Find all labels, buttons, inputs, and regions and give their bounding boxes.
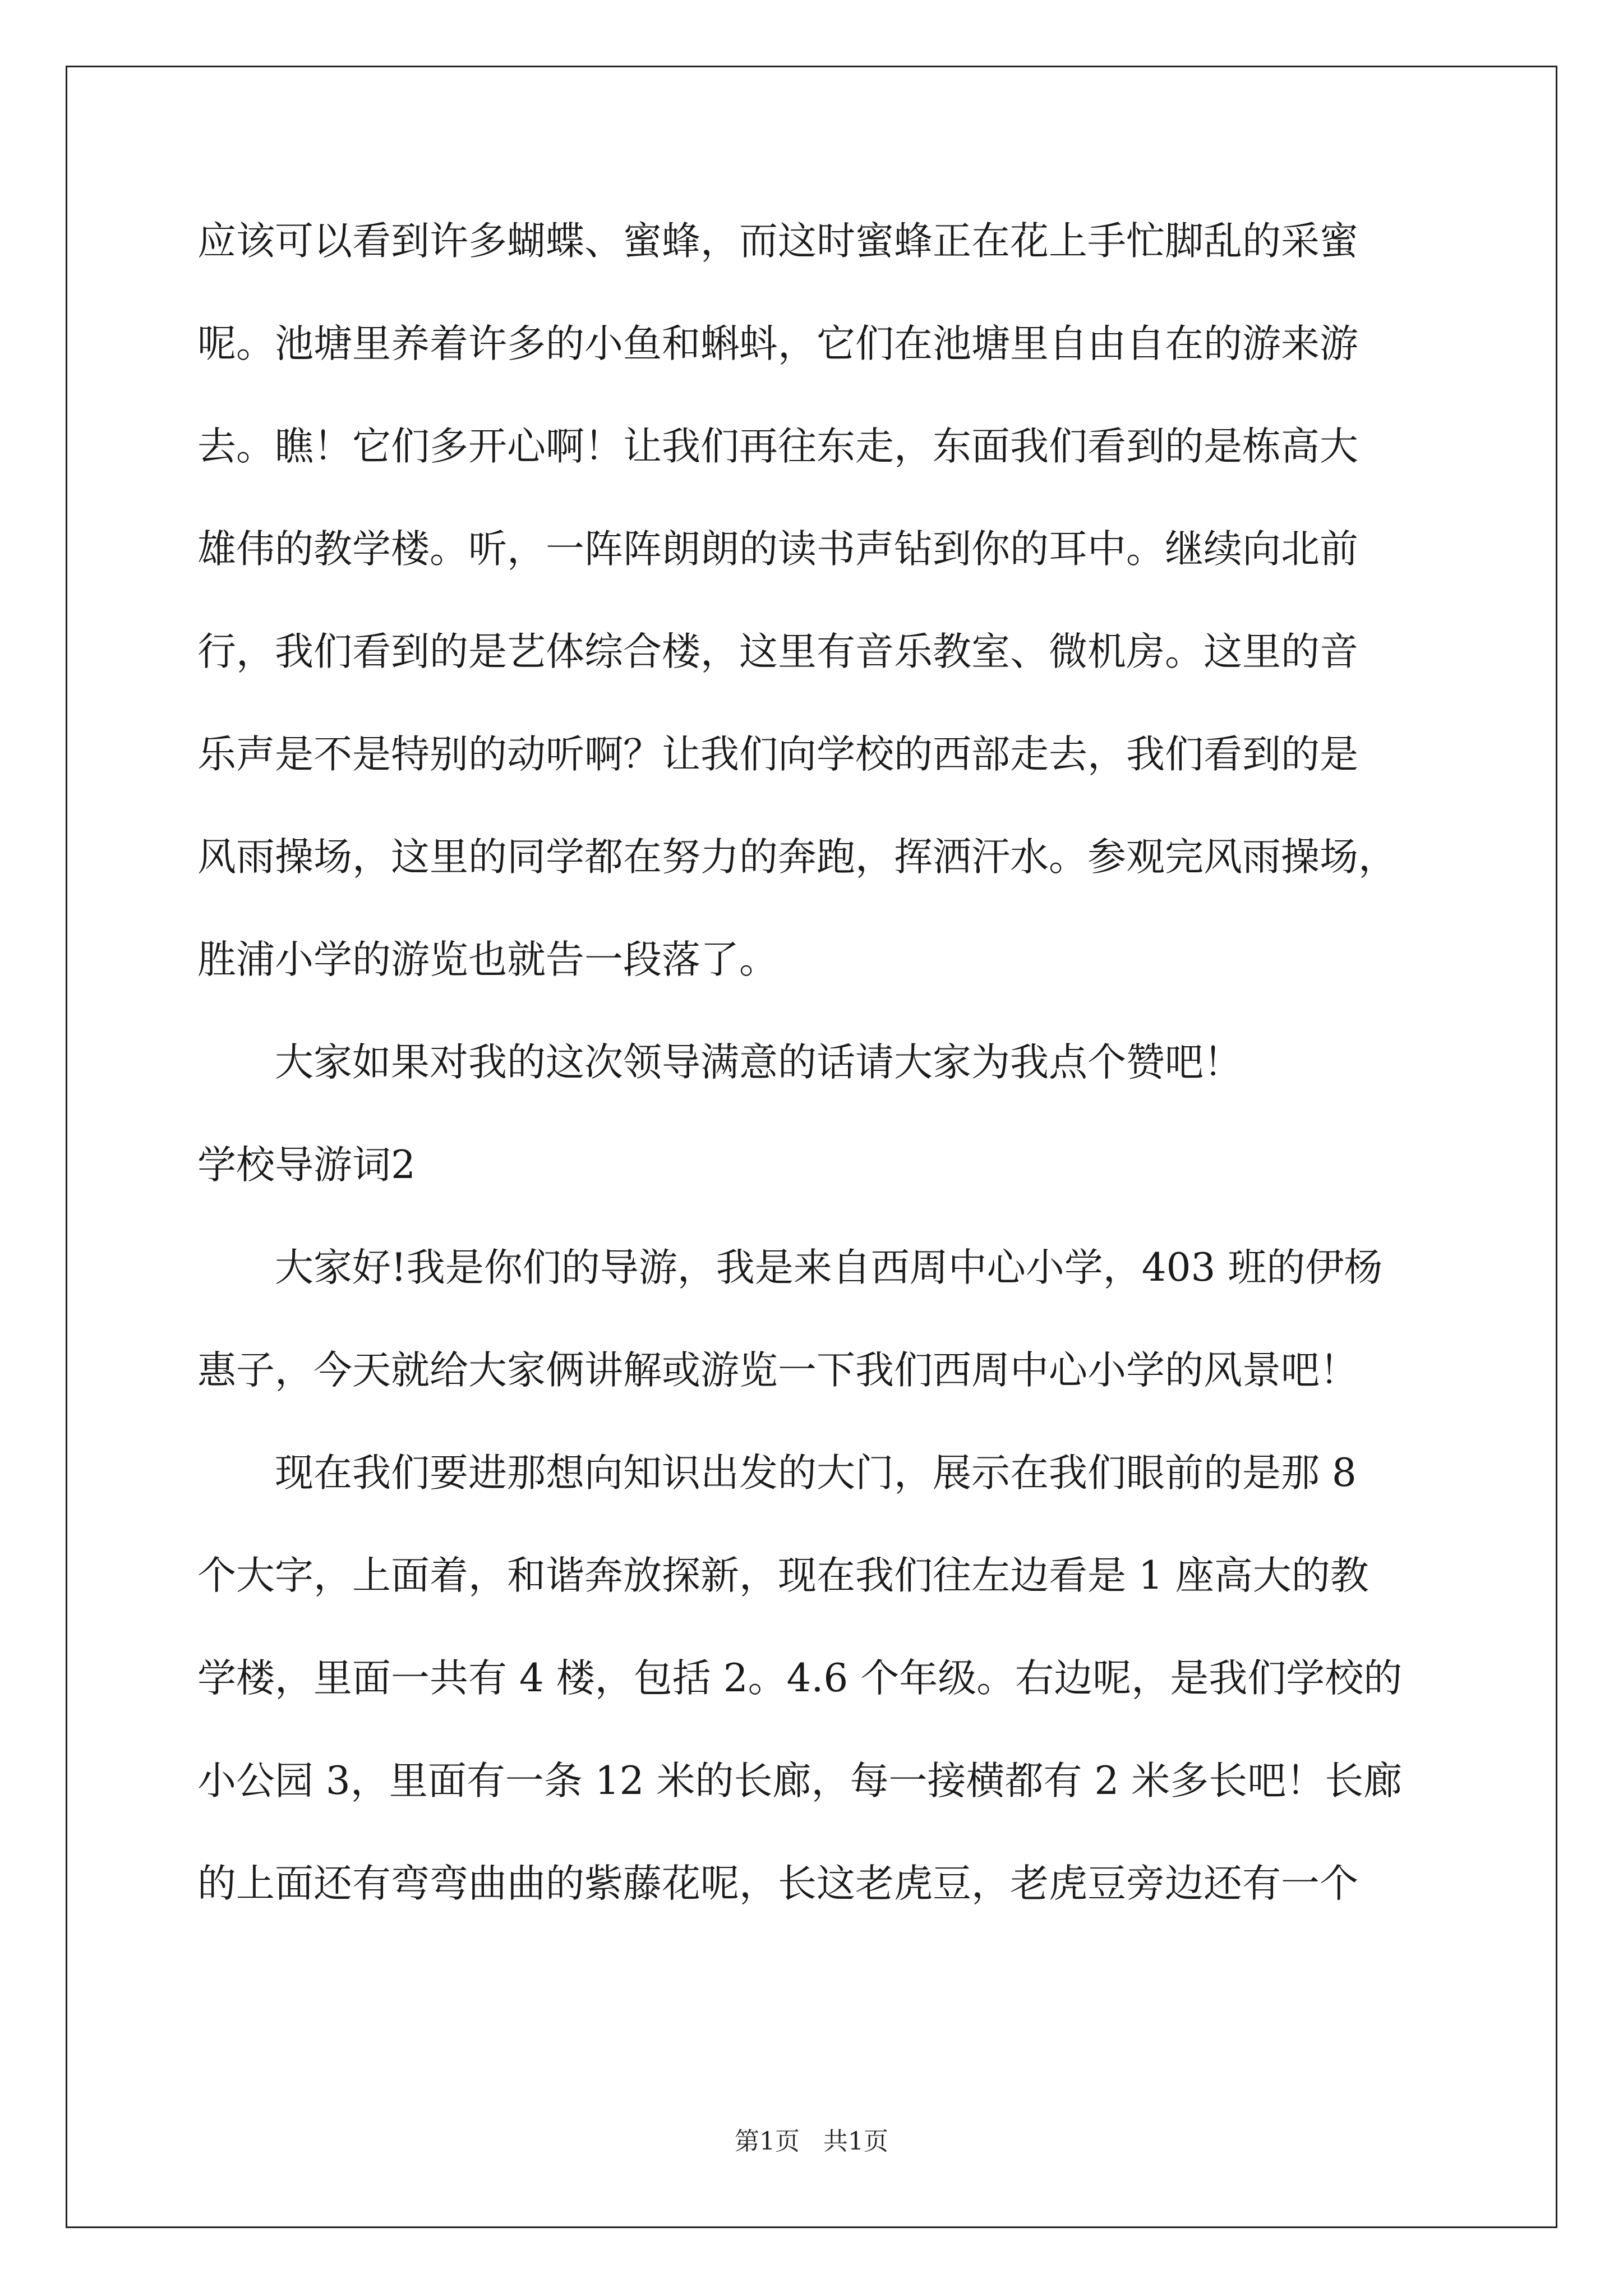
paragraph-line: 应该可以看到许多蝴蝶、蜜蜂，而这时蜜蜂正在花上手忙脚乱的采蜜	[197, 219, 1358, 264]
paragraph-line: 个大字，上面着，和谐奔放探新，现在我们往左边看是 1 座高大的教	[197, 1553, 1369, 1598]
paragraph-line: 学楼，里面一共有 4 楼，包括 2。4.6 个年级。右边呢，是我们学校的	[197, 1656, 1403, 1701]
paragraph-line: 雄伟的教学楼。听，一阵阵朗朗的读书声钻到你的耳中。继续向北前	[197, 527, 1358, 572]
paragraph-line: 现在我们要进那想向知识出发的大门，展示在我们眼前的是那 8	[275, 1451, 1357, 1496]
page-footer	[0, 2126, 1623, 2157]
section-heading: 学校导游词2	[197, 1143, 416, 1188]
paragraph-line: 小公园 3，里面有一条 12 米的长廊，每一接横都有 2 米多长吧！长廊	[197, 1759, 1403, 1803]
paragraph-line: 去。瞧！它们多开心啊！让我们再往东走，东面我们看到的是栋高大	[197, 424, 1358, 469]
page-number: 第1页	[735, 2127, 800, 2156]
paragraph-line: 乐声是不是特别的动听啊？让我们向学校的西部走去，我们看到的是	[197, 732, 1358, 777]
paragraph-line: 风雨操场，这里的同学都在努力的奔跑，挥洒汗水。参观完风雨操场，	[197, 835, 1397, 880]
paragraph-line: 的上面还有弯弯曲曲的紫藤花呢，长这老虎豆，老虎豆旁边还有一个	[197, 1861, 1358, 1906]
page-total: 共1页	[823, 2127, 888, 2156]
paragraph-line: 呢。池塘里养着许多的小鱼和蝌蚪，它们在池塘里自由自在的游来游	[197, 321, 1358, 366]
paragraph-line: 胜浦小学的游览也就告一段落了。	[197, 937, 778, 982]
paragraph-line: 大家如果对我的这次领导满意的话请大家为我点个赞吧！	[275, 1040, 1242, 1085]
paragraph-line: 惠子，今天就给大家俩讲解或游览一下我们西周中心小学的风景吧！	[197, 1348, 1358, 1393]
paragraph-line: 大家好!我是你们的导游，我是来自西周中心小学，403 班的伊杨	[275, 1245, 1383, 1290]
paragraph-line: 行，我们看到的是艺体综合楼，这里有音乐教室、微机房。这里的音	[197, 629, 1358, 674]
